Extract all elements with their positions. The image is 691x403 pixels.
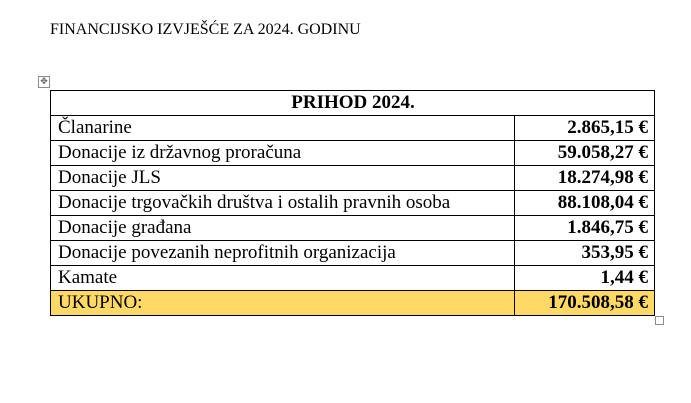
row-amount: 2.865,15 € (515, 116, 655, 141)
total-amount: 170.508,58 € (515, 291, 655, 316)
table-move-icon[interactable]: ✥ (38, 76, 50, 88)
row-amount: 18.274,98 € (515, 166, 655, 191)
row-label: Donacije povezanih neprofitnih organizacija (51, 241, 515, 266)
row-label: Donacije JLS (51, 166, 515, 191)
table-row (51, 166, 655, 191)
table-row (51, 216, 655, 241)
row-amount: 59.058,27 € (515, 141, 655, 166)
row-label: Članarine (51, 116, 515, 141)
table-row (51, 116, 655, 141)
total-label: UKUPNO: (51, 291, 515, 316)
row-amount: 88.108,04 € (515, 191, 655, 216)
row-label: Donacije trgovačkih društva i ostalih pravnih osoba (51, 191, 515, 216)
row-label: Donacije iz državnog proračuna (51, 141, 515, 166)
table-row (51, 191, 655, 216)
row-label: Donacije građana (51, 216, 515, 241)
table-row (51, 266, 655, 291)
table-header: PRIHOD 2024. (51, 91, 655, 116)
row-label: Kamate (51, 266, 515, 291)
table-header-row (51, 91, 655, 116)
document-title: FINANCIJSKO IZVJEŠĆE ZA 2024. GODINU (50, 21, 361, 38)
row-amount: 1.846,75 € (515, 216, 655, 241)
row-amount: 1,44 € (515, 266, 655, 291)
total-row (51, 291, 655, 316)
table-row (51, 241, 655, 266)
table-resize-handle-icon[interactable] (655, 316, 664, 325)
table-row (51, 141, 655, 166)
row-amount: 353,95 € (515, 241, 655, 266)
income-table (50, 90, 655, 316)
